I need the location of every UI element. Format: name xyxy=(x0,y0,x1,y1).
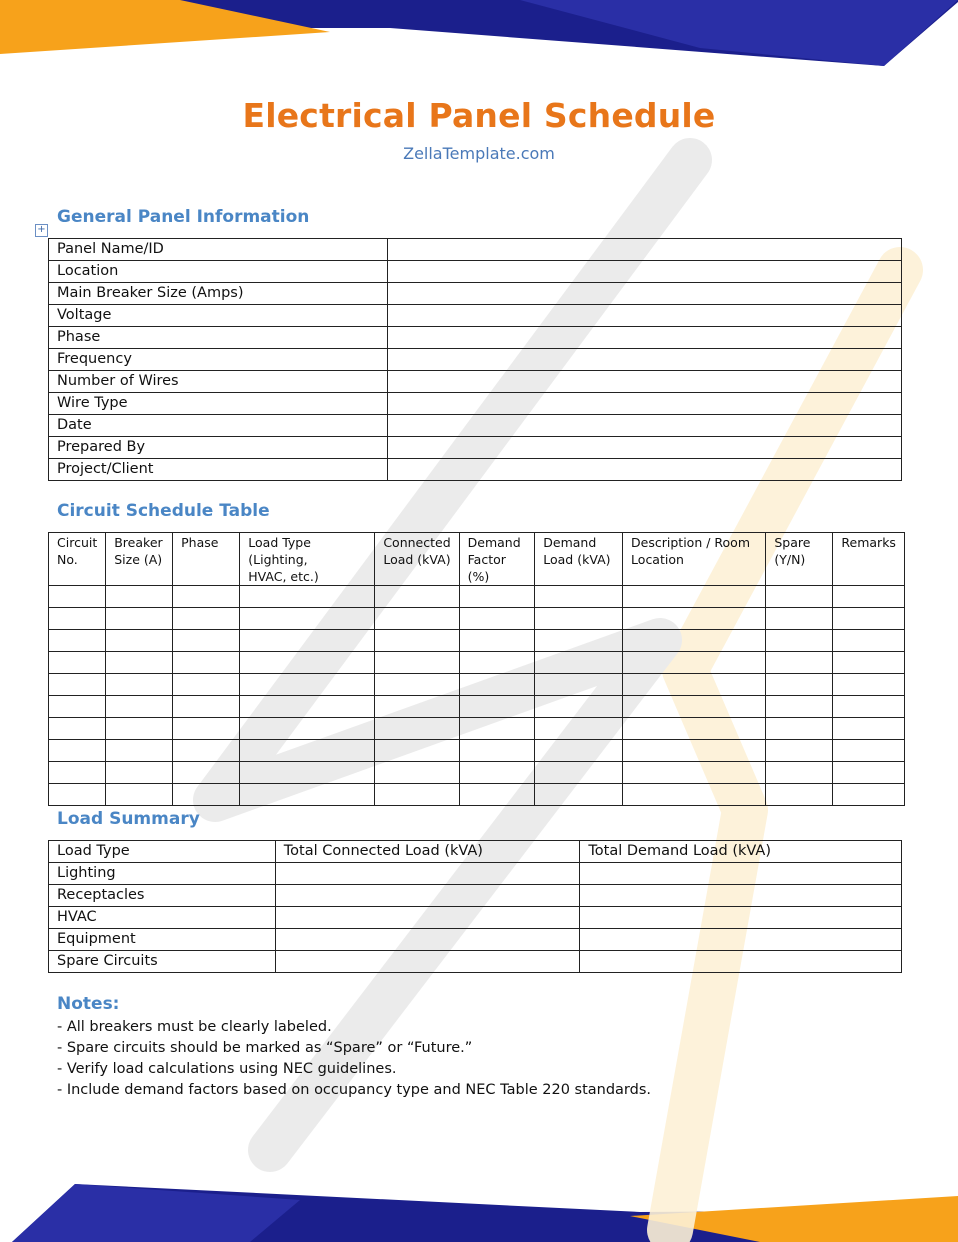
website-link[interactable]: ZellaTemplate.com xyxy=(403,144,555,163)
table-cell[interactable] xyxy=(49,630,106,652)
table-row xyxy=(49,586,905,608)
table-cell[interactable] xyxy=(173,762,240,784)
table-cell[interactable] xyxy=(580,951,902,973)
note-item: - All breakers must be clearly labeled. xyxy=(57,1019,332,1035)
load-type-cell: Equipment xyxy=(49,929,276,951)
table-cell[interactable] xyxy=(275,951,580,973)
table-cell[interactable] xyxy=(49,652,106,674)
bottom-navy-band-highlight xyxy=(12,1184,300,1242)
table-cell[interactable] xyxy=(459,784,535,806)
table-cell[interactable] xyxy=(459,718,535,740)
table-cell[interactable] xyxy=(766,762,833,784)
table-cell[interactable] xyxy=(623,740,766,762)
table-cell[interactable] xyxy=(240,630,375,652)
column-header: Breaker Size (A) xyxy=(106,533,173,586)
table-cell[interactable] xyxy=(375,586,459,608)
table-cell[interactable] xyxy=(535,740,623,762)
table-cell[interactable] xyxy=(106,718,173,740)
column-header: Total Connected Load (kVA) xyxy=(275,841,580,863)
field-label: Date xyxy=(49,415,388,437)
table-cell[interactable] xyxy=(49,718,106,740)
load-summary-heading: Load Summary xyxy=(57,809,200,829)
field-value[interactable] xyxy=(388,327,902,349)
load-type-cell: Receptacles xyxy=(49,885,276,907)
table-cell[interactable] xyxy=(766,586,833,608)
table-cell[interactable] xyxy=(833,762,905,784)
table-cell[interactable] xyxy=(106,762,173,784)
column-header: Connected Load (kVA) xyxy=(375,533,459,586)
table-cell[interactable] xyxy=(49,586,106,608)
table-cell[interactable] xyxy=(766,674,833,696)
table-cell[interactable] xyxy=(623,674,766,696)
table-cell[interactable] xyxy=(623,784,766,806)
table-cell[interactable] xyxy=(459,696,535,718)
column-header: Demand Factor (%) xyxy=(459,533,535,586)
table-cell[interactable] xyxy=(833,674,905,696)
table-cell[interactable] xyxy=(833,718,905,740)
table-cell[interactable] xyxy=(535,608,623,630)
page-title: Electrical Panel Schedule xyxy=(242,96,716,135)
load-type-cell: Lighting xyxy=(49,863,276,885)
table-row xyxy=(49,674,905,696)
table-header-row xyxy=(49,841,902,863)
table-cell[interactable] xyxy=(240,608,375,630)
table-cell[interactable] xyxy=(106,608,173,630)
column-header: Load Type xyxy=(49,841,276,863)
table-row xyxy=(49,718,905,740)
field-label: Voltage xyxy=(49,305,388,327)
table-row xyxy=(49,762,905,784)
table-cell[interactable] xyxy=(49,740,106,762)
table-cell[interactable] xyxy=(623,652,766,674)
table-cell[interactable] xyxy=(106,652,173,674)
table-row xyxy=(49,784,905,806)
table-cell[interactable] xyxy=(240,740,375,762)
notes-list xyxy=(57,1017,651,1101)
table-row xyxy=(49,459,902,481)
field-label: Phase xyxy=(49,327,388,349)
table-cell[interactable] xyxy=(766,740,833,762)
table-cell[interactable] xyxy=(275,885,580,907)
table-cell[interactable] xyxy=(240,718,375,740)
table-cell[interactable] xyxy=(375,608,459,630)
table-row xyxy=(49,951,902,973)
table-cell[interactable] xyxy=(623,762,766,784)
table-cell[interactable] xyxy=(49,696,106,718)
table-cell[interactable] xyxy=(459,630,535,652)
table-cell[interactable] xyxy=(535,784,623,806)
circuit-schedule-heading: Circuit Schedule Table xyxy=(57,501,270,521)
table-cell[interactable] xyxy=(535,630,623,652)
table-cell[interactable] xyxy=(580,863,902,885)
field-label: Panel Name/ID xyxy=(49,239,388,261)
table-cell[interactable] xyxy=(106,630,173,652)
table-cell[interactable] xyxy=(275,929,580,951)
field-value[interactable] xyxy=(388,261,902,283)
table-cell[interactable] xyxy=(173,608,240,630)
field-label: Wire Type xyxy=(49,393,388,415)
table-cell[interactable] xyxy=(459,652,535,674)
table-row xyxy=(49,907,902,929)
load-type-cell: HVAC xyxy=(49,907,276,929)
table-cell[interactable] xyxy=(766,652,833,674)
table-cell[interactable] xyxy=(106,586,173,608)
table-cell[interactable] xyxy=(173,674,240,696)
table-cell[interactable] xyxy=(580,929,902,951)
table-cell[interactable] xyxy=(833,652,905,674)
column-header: Remarks xyxy=(833,533,905,586)
column-header: Demand Load (kVA) xyxy=(535,533,623,586)
column-header: Circuit No. xyxy=(49,533,106,586)
table-cell[interactable] xyxy=(173,586,240,608)
general-info-table xyxy=(48,238,902,481)
table-cell[interactable] xyxy=(833,696,905,718)
table-row xyxy=(49,608,905,630)
field-value[interactable] xyxy=(388,415,902,437)
table-cell[interactable] xyxy=(580,907,902,929)
field-label: Number of Wires xyxy=(49,371,388,393)
table-cell[interactable] xyxy=(49,674,106,696)
table-cell[interactable] xyxy=(833,740,905,762)
table-cell[interactable] xyxy=(623,718,766,740)
table-cell[interactable] xyxy=(106,784,173,806)
table-cell[interactable] xyxy=(375,696,459,718)
table-cell[interactable] xyxy=(240,652,375,674)
field-value[interactable] xyxy=(388,239,902,261)
field-value[interactable] xyxy=(388,393,902,415)
table-row xyxy=(49,437,902,459)
table-cell[interactable] xyxy=(173,696,240,718)
table-cell[interactable] xyxy=(535,652,623,674)
table-cell[interactable] xyxy=(459,586,535,608)
table-cell[interactable] xyxy=(275,863,580,885)
table-cell[interactable] xyxy=(375,762,459,784)
table-row xyxy=(49,929,902,951)
table-row xyxy=(49,305,902,327)
table-cell[interactable] xyxy=(49,762,106,784)
table-row xyxy=(49,261,902,283)
table-row xyxy=(49,696,905,718)
table-cell[interactable] xyxy=(580,885,902,907)
field-label: Project/Client xyxy=(49,459,388,481)
table-cell[interactable] xyxy=(623,586,766,608)
general-info-heading: General Panel Information xyxy=(57,207,310,227)
table-cell[interactable] xyxy=(535,696,623,718)
table-cell[interactable] xyxy=(240,784,375,806)
table-cell[interactable] xyxy=(49,784,106,806)
load-type-cell: Spare Circuits xyxy=(49,951,276,973)
table-row xyxy=(49,239,902,261)
table-cell[interactable] xyxy=(623,696,766,718)
table-row xyxy=(49,327,902,349)
table-row xyxy=(49,630,905,652)
table-row xyxy=(49,863,902,885)
table-cell[interactable] xyxy=(766,718,833,740)
table-row xyxy=(49,740,905,762)
table-cell[interactable] xyxy=(240,696,375,718)
table-row xyxy=(49,349,902,371)
table-cell[interactable] xyxy=(459,762,535,784)
field-value[interactable] xyxy=(388,459,902,481)
load-summary-table xyxy=(48,840,902,973)
table-row xyxy=(49,283,902,305)
table-cell[interactable] xyxy=(173,652,240,674)
table-row xyxy=(49,885,902,907)
table-cell[interactable] xyxy=(833,608,905,630)
column-header: Spare (Y/N) xyxy=(766,533,833,586)
table-cell[interactable] xyxy=(375,630,459,652)
table-row xyxy=(49,393,902,415)
table-cell[interactable] xyxy=(766,630,833,652)
table-cell[interactable] xyxy=(535,586,623,608)
table-cell[interactable] xyxy=(173,718,240,740)
field-label: Frequency xyxy=(49,349,388,371)
table-cell[interactable] xyxy=(375,652,459,674)
table-move-handle-icon[interactable]: + xyxy=(35,224,48,237)
table-cell[interactable] xyxy=(766,696,833,718)
table-cell[interactable] xyxy=(275,907,580,929)
table-cell[interactable] xyxy=(106,674,173,696)
table-cell[interactable] xyxy=(459,608,535,630)
table-cell[interactable] xyxy=(173,630,240,652)
table-cell[interactable] xyxy=(375,674,459,696)
table-cell[interactable] xyxy=(459,740,535,762)
table-cell[interactable] xyxy=(833,630,905,652)
note-item: - Verify load calculations using NEC guidelines. xyxy=(57,1061,397,1077)
notes-heading: Notes: xyxy=(57,994,120,1014)
table-cell[interactable] xyxy=(240,674,375,696)
table-cell[interactable] xyxy=(375,718,459,740)
table-cell[interactable] xyxy=(535,762,623,784)
field-label: Location xyxy=(49,261,388,283)
table-cell[interactable] xyxy=(766,608,833,630)
table-cell[interactable] xyxy=(240,586,375,608)
table-cell[interactable] xyxy=(106,696,173,718)
field-value[interactable] xyxy=(388,283,902,305)
table-cell[interactable] xyxy=(459,674,535,696)
table-cell[interactable] xyxy=(240,762,375,784)
note-item: - Include demand factors based on occupancy type and NEC Table 220 standards. xyxy=(57,1082,652,1098)
table-row xyxy=(49,415,902,437)
table-cell[interactable] xyxy=(766,784,833,806)
column-header: Phase xyxy=(173,533,240,586)
field-value[interactable] xyxy=(388,349,902,371)
table-cell[interactable] xyxy=(106,740,173,762)
field-value[interactable] xyxy=(388,437,902,459)
table-cell[interactable] xyxy=(375,740,459,762)
field-label: Prepared By xyxy=(49,437,388,459)
column-header: Load Type (Lighting, HVAC, etc.) xyxy=(240,533,375,586)
column-header: Total Demand Load (kVA) xyxy=(580,841,902,863)
table-cell[interactable] xyxy=(375,784,459,806)
table-cell[interactable] xyxy=(49,608,106,630)
circuit-schedule-table xyxy=(48,532,905,806)
table-cell[interactable] xyxy=(535,718,623,740)
field-label: Main Breaker Size (Amps) xyxy=(49,283,388,305)
table-cell[interactable] xyxy=(623,608,766,630)
field-value[interactable] xyxy=(388,371,902,393)
note-item: - Spare circuits should be marked as “Spare” or “Future.” xyxy=(57,1040,473,1056)
table-row xyxy=(49,371,902,393)
table-cell[interactable] xyxy=(623,630,766,652)
table-cell[interactable] xyxy=(173,784,240,806)
table-cell[interactable] xyxy=(173,740,240,762)
column-header: Description / Room Location xyxy=(623,533,766,586)
table-row xyxy=(49,652,905,674)
field-value[interactable] xyxy=(388,305,902,327)
table-cell[interactable] xyxy=(833,784,905,806)
table-header-row xyxy=(49,533,905,586)
table-cell[interactable] xyxy=(833,586,905,608)
table-cell[interactable] xyxy=(535,674,623,696)
